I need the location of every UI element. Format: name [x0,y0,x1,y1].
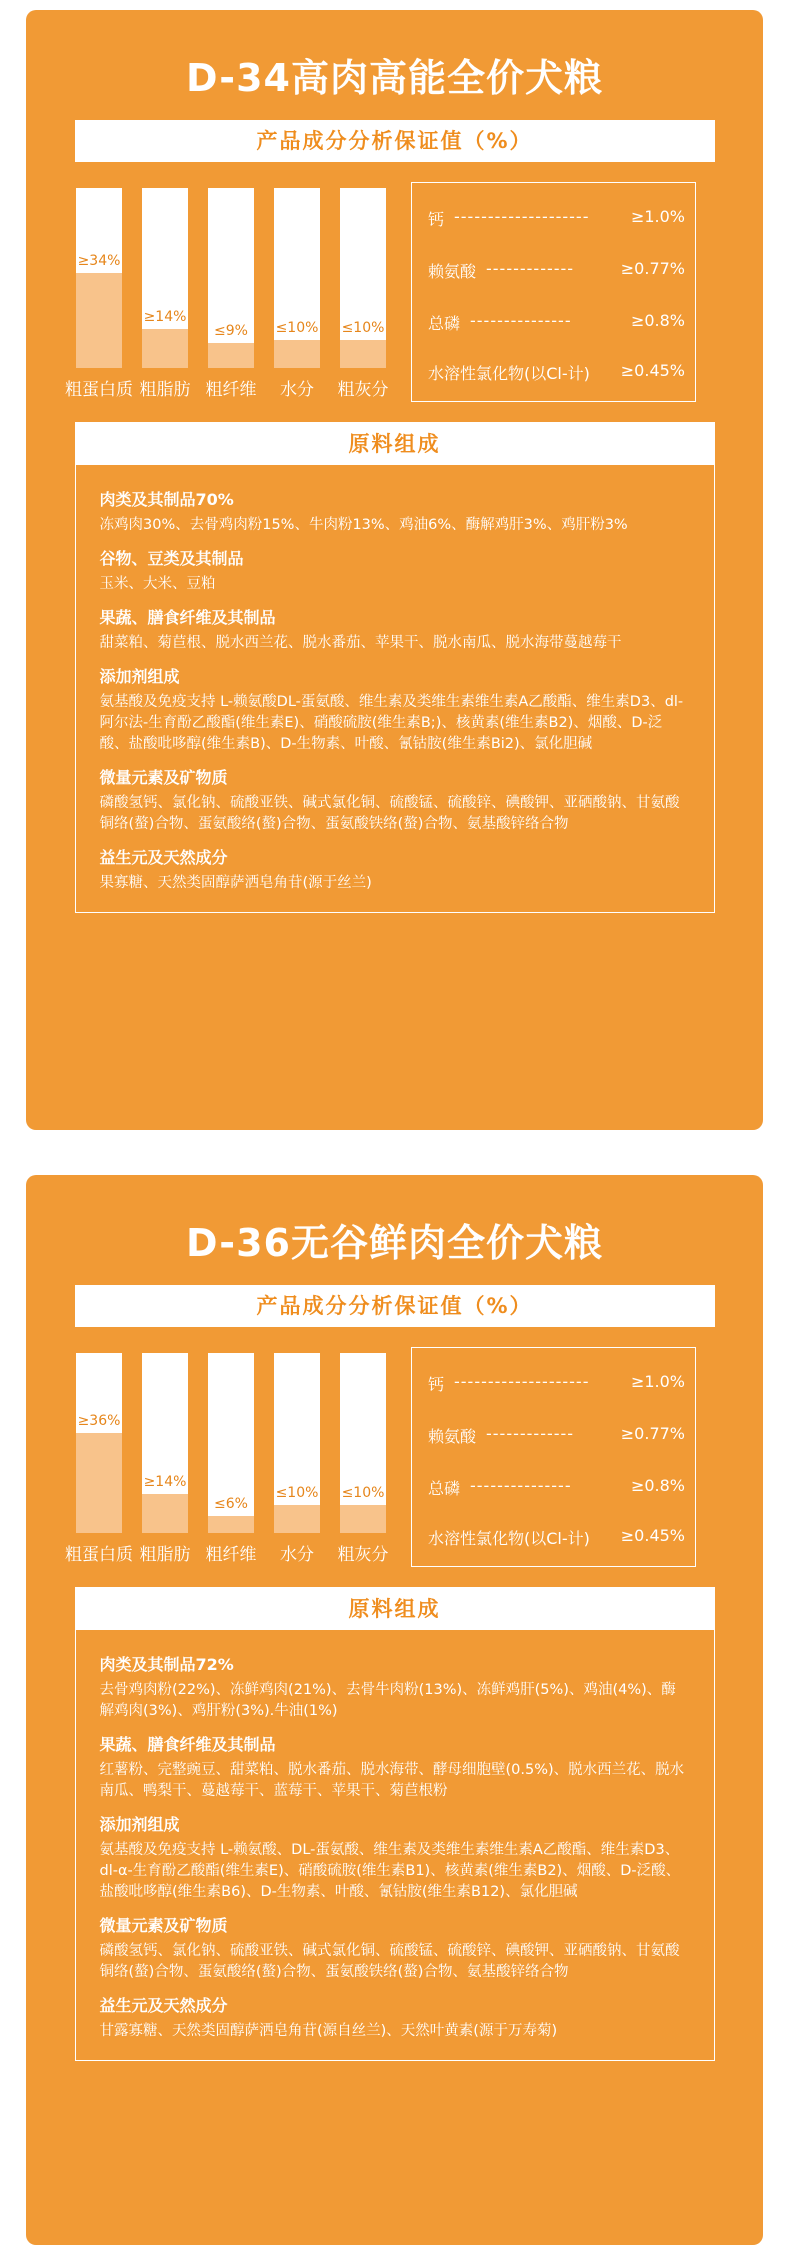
dotted-leader: -------------------- [454,1372,590,1391]
mineral-value: ≥0.8% [630,311,685,330]
group-title: 果蔬、膳食纤维及其制品 [99,608,276,627]
bar-track [274,188,320,368]
bar-fill [76,1433,122,1533]
bar-track [340,188,386,368]
group-text: 玉米、大米、豆粕 [99,576,216,592]
bar-fill [208,1516,254,1533]
mineral-name: 钙 [428,1375,445,1394]
mineral-name: 总磷 [428,1479,461,1498]
bar-value: ≥14% [143,1474,187,1490]
bar-label: 粗纤维 [205,380,257,400]
bar-label: 粗灰分 [337,1545,389,1565]
mineral-name: 总磷 [428,314,461,333]
bar-track [274,1353,320,1533]
analysis-header: 产品成分分析保证值（%） [75,120,715,162]
ingredient-group [100,1732,690,1802]
mineral-value: ≥0.77% [620,1424,685,1443]
bar-value: ≤10% [275,320,319,336]
group-text: 氨基酸及免疫支持 L-赖氨酸DL-蛋氨酸、维生素及类维生素维生素A乙酸酯、维生素D3、dl-阿尔法-生育酚乙酸酯(维生素E)、硝酸硫胺(维生素B;)、核黄素(维生素B2)、烟酸、D-泛酸、盐酸吡哆醇(维生素B)、D-生物素、叶酸、氰钴胺(维生素Bi2)、氯化胆碱 [99,694,684,752]
group-title: 微量元素及矿物质 [99,768,228,787]
bar-fill [208,343,254,368]
group-title: 肉类及其制品72% [99,1655,234,1674]
ingredients-body [76,1630,714,2060]
product-card [26,1175,763,2245]
mineral-value: ≥0.8% [630,1476,685,1495]
analysis-section [26,174,763,404]
bar-track [76,1353,122,1533]
group-title: 肉类及其制品70% [99,490,234,509]
ingredient-group [100,1812,690,1903]
product-title: D-36无谷鲜肉全价犬粮 [186,1221,603,1265]
mineral-table [411,1347,696,1567]
bar-fill [340,1505,386,1533]
mineral-name: 赖氨酸 [428,1427,477,1446]
group-text: 磷酸氢钙、氯化钠、硫酸亚铁、碱式氯化铜、硫酸锰、硫酸锌、碘酸钾、亚硒酸钠、甘氨酸铜络(螯)合物、蛋氨酸络(螯)合物、蛋氨酸铁络(螯)合物、氨基酸锌络合物 [99,1943,680,1980]
group-text: 甘露寡糖、天然类固醇萨洒皂角苷(源自丝兰)、天然叶黄素(源于万寿菊) [99,2023,558,2039]
ingredients-header: 原料组成 [76,1588,714,1630]
bar-label: 粗灰分 [337,380,389,400]
nutrient-bars [66,1353,406,1563]
dotted-leader: -------------------- [454,207,590,226]
dotted-leader: --------------- [470,1476,572,1495]
group-text: 磷酸氢钙、氯化钠、硫酸亚铁、碱式氯化铜、硫酸锰、硫酸锌、碘酸钾、亚硒酸钠、甘氨酸铜络(螯)合物、蛋氨酸络(螯)合物、蛋氨酸铁络(螯)合物、氨基酸锌络合物 [99,795,680,832]
group-title: 益生元及天然成分 [99,1996,228,2015]
bar-value: ≤10% [275,1485,319,1501]
bar-track [76,188,122,368]
group-text: 氨基酸及免疫支持 L-赖氨酸、DL-蛋氨酸、维生素及类维生素维生素A乙酸酯、维生素D3、dl-α-生育酚乙酸酯(维生素E)、硝酸硫胺(维生素B1)、核黄素(维生素B2)、烟酸、D-泛酸、盐酸吡哆醇(维生素B6)、D-生物素、叶酸、氰钴胺(维生素B12)、氯化胆碱 [99,1842,681,1900]
group-title: 微量元素及矿物质 [99,1916,228,1935]
mineral-value: ≥0.77% [620,259,685,278]
bar-fill [142,329,188,368]
product-title: D-34高肉高能全价犬粮 [186,56,603,100]
group-title: 添加剂组成 [99,667,180,686]
group-title: 益生元及天然成分 [99,848,228,867]
bar-label: 粗蛋白质 [65,380,133,400]
dotted-leader: ------------- [486,259,575,278]
dotted-leader: ------------- [486,1424,575,1443]
group-title: 添加剂组成 [99,1815,180,1834]
bar-value: ≤10% [341,1485,385,1501]
ingredients-body [76,465,714,912]
ingredients-section [75,422,715,913]
bar-value: ≤10% [341,320,385,336]
bar-label: 水分 [280,380,314,400]
ingredient-group [100,1993,690,2042]
product-card [26,10,763,1130]
mineral-name: 水溶性氯化物(以Cl-计) [428,1529,590,1548]
ingredients-header: 原料组成 [76,423,714,465]
group-text: 冻鸡肉30%、去骨鸡肉粉15%、牛肉粉13%、鸡油6%、酶解鸡肝3%、鸡肝粉3% [99,517,628,533]
group-title: 果蔬、膳食纤维及其制品 [99,1735,276,1754]
bar-fill [274,1505,320,1533]
mineral-value: ≥0.45% [620,1526,685,1545]
mineral-value: ≥1.0% [630,1372,685,1391]
nutrient-bars [66,188,406,398]
analysis-header: 产品成分分析保证值（%） [75,1285,715,1327]
ingredient-group [100,765,690,835]
ingredient-group [100,487,690,536]
bar-label: 粗蛋白质 [65,1545,133,1565]
group-text: 去骨鸡肉粉(22%)、冻鲜鸡肉(21%)、去骨牛肉粉(13%)、冻鲜鸡肝(5%)、鸡油(4%)、酶解鸡肉(3%)、鸡肝粉(3%).牛油(1%) [99,1682,676,1719]
ingredient-group [100,605,690,654]
bar-label: 粗脂肪 [139,380,191,400]
mineral-name: 钙 [428,210,445,229]
mineral-name: 赖氨酸 [428,262,477,281]
group-title: 谷物、豆类及其制品 [99,549,244,568]
ingredient-group [100,845,690,894]
bar-label: 粗脂肪 [139,1545,191,1565]
bar-track [340,1353,386,1533]
mineral-name: 水溶性氯化物(以Cl-计) [428,364,590,383]
mineral-table [411,182,696,402]
group-text: 甜菜粕、菊苣根、脱水西兰花、脱水番茄、苹果干、脱水南瓜、脱水海带蔓越莓干 [99,635,622,651]
bar-track [142,1353,188,1533]
ingredient-group [100,546,690,595]
bar-value: ≥14% [143,309,187,325]
analysis-section [26,1339,763,1569]
ingredients-section [75,1587,715,2061]
group-text: 果寡糖、天然类固醇萨洒皂角苷(源于丝兰) [99,875,372,891]
mineral-value: ≥0.45% [620,361,685,380]
bar-value: ≤9% [214,323,248,339]
ingredient-group [100,1913,690,1983]
bar-value: ≥34% [77,253,121,269]
dotted-leader: --------------- [470,311,572,330]
ingredient-group [100,664,690,755]
bar-track [208,188,254,368]
bar-value: ≤6% [214,1496,248,1512]
group-text: 红薯粉、完整豌豆、甜菜粕、脱水番茄、脱水海带、酵母细胞壁(0.5%)、脱水西兰花、脱水南瓜、鸭梨干、蔓越莓干、蓝莓干、苹果干、菊苣根粉 [99,1762,685,1799]
bar-fill [76,273,122,368]
bar-label: 粗纤维 [205,1545,257,1565]
ingredient-group [100,1652,690,1722]
bar-fill [142,1494,188,1533]
bar-track [142,188,188,368]
bar-label: 水分 [280,1545,314,1565]
bar-value: ≥36% [77,1413,121,1429]
bar-fill [274,340,320,368]
bar-fill [340,340,386,368]
mineral-value: ≥1.0% [630,207,685,226]
